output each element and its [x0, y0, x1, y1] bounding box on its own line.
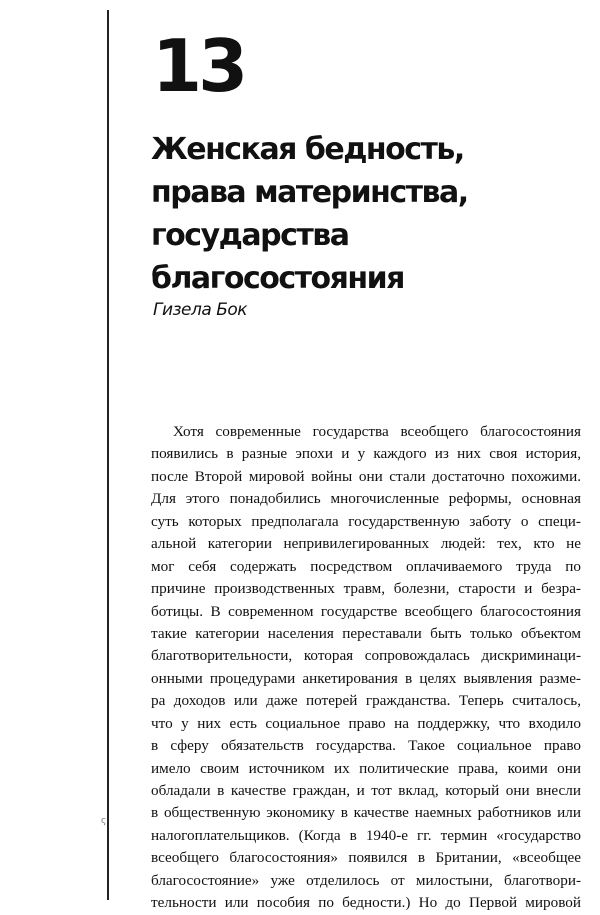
body-line: Для этого понадобились многочисленные реформы, основная — [151, 490, 581, 508]
body-line: благотворительности, которая сопровождалась дискриминаци- — [151, 647, 581, 665]
body-line: в сферу обязательств государства. Такое социальное право — [151, 737, 581, 755]
body-line: тельности или пособия по бедности.) Но до Первой мировой — [151, 894, 581, 912]
body-line: ра доходов или даже потерей гражданства. Теперь считалось, — [151, 692, 581, 710]
body-line: альной категории непривилегированных людей: тех, кто не — [151, 535, 581, 553]
chapter-title-line: благосостояния — [151, 261, 404, 296]
chapter-title-line: государства — [151, 218, 349, 253]
body-line: ботицы. В современном государстве всеобщего благосостояния — [151, 602, 581, 620]
chapter-title-line: права материнства, — [151, 175, 468, 210]
body-line: мог себя содержать посредством оплачиваемого труда по — [151, 557, 581, 575]
body-line: Хотя современные государства всеобщего благосостояния — [173, 423, 581, 440]
body-line: благосостояние» уже отделилось от милостыни, благотвори- — [151, 871, 581, 889]
chapter-author: Гизела Бок — [153, 300, 248, 320]
vertical-margin-rule — [107, 10, 109, 900]
body-line: что у них есть социальное право на поддержку, что входило — [151, 714, 581, 732]
body-line: онными процедурами анкетирования в целях выявления разме- — [151, 669, 581, 687]
chapter-title — [151, 128, 571, 300]
margin-mark: ς — [101, 816, 107, 826]
body-line: имело своим источником их политические права, коими они — [151, 759, 581, 777]
body-line: причине производственных травм, болезни, старости и безра- — [151, 580, 581, 598]
body-line: налогоплательщиков. (Когда в 1940-е гг. термин «государство — [151, 826, 581, 844]
body-line: появились в разные эпохи и у каждого из них своя история, — [151, 445, 581, 463]
body-line: суть которых предполагала государственную заботу о специ- — [151, 512, 581, 530]
body-paragraph — [151, 421, 581, 915]
body-line: всеобщего благосостояния» появился в Британии, «всеобщее — [151, 849, 581, 867]
body-line: такие категории населения переставали быть только объектом — [151, 624, 581, 642]
body-line: обладали в качестве граждан, и тот вклад, который они внесли — [151, 782, 581, 799]
body-line: после Второй мировой войны они стали достаточно похожими. — [151, 467, 581, 485]
chapter-title-line: Женская бедность, — [151, 132, 464, 167]
chapter-number: 13 — [152, 24, 245, 108]
body-line: в общественную экономику в качестве наемных работников или — [151, 804, 581, 822]
